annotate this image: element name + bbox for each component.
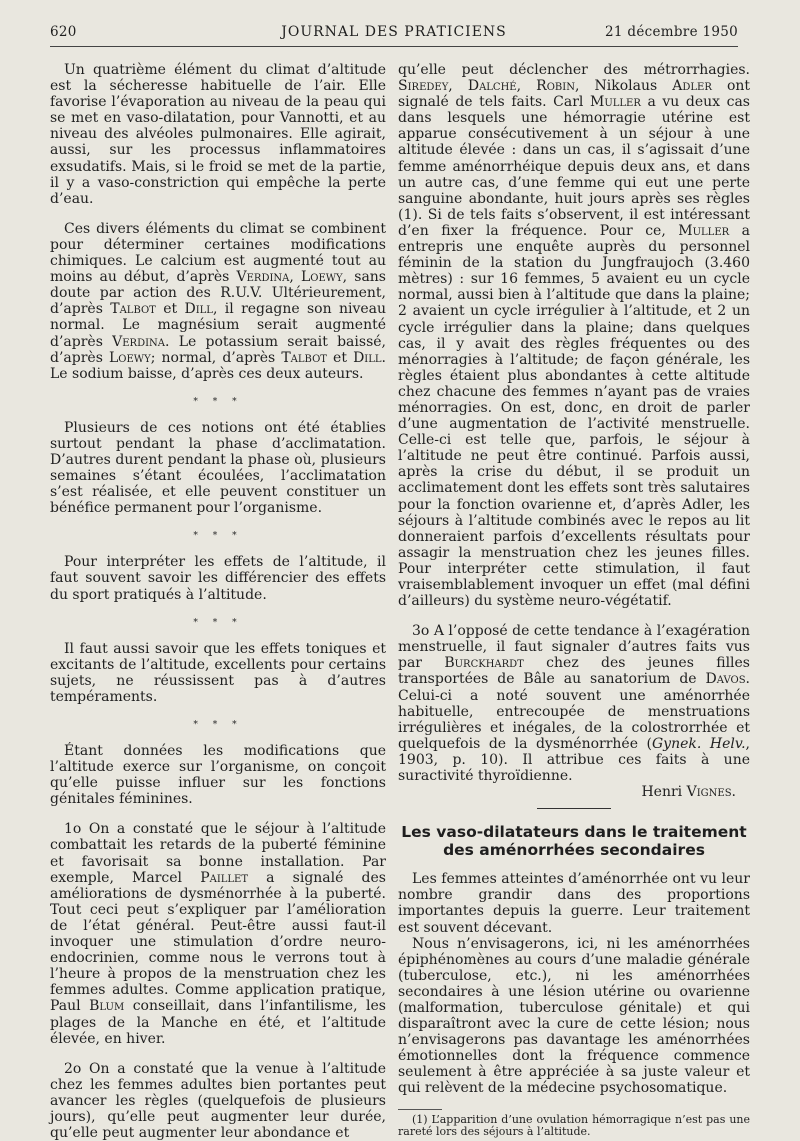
author-name: Muller [678, 222, 730, 239]
journal-title: JOURNAL DES PRATICIENS [281, 24, 507, 40]
author-name: Loewy [109, 349, 151, 366]
author-name: Verdina [236, 269, 290, 286]
author-name: Dill [353, 349, 382, 366]
author-name: Robin [536, 78, 575, 95]
author-name: Paillet [200, 869, 249, 886]
article-title: Les vaso-dilatateurs dans le traitement des aménorrhées secondaires [401, 823, 747, 860]
author-name: Talbot [281, 349, 327, 366]
left-column [50, 62, 386, 1141]
article-divider [537, 808, 611, 809]
paragraph: Plusieurs de ces notions ont été établies surtout pendant la phase d’acclimatation. D’autres durent pendant la phase où, plusieurs semaines s’étant écoulées, l’acclimatation s’est réalisée, et elle peuvent constituer un bénéfice permanent pour l’organisme. [50, 419, 386, 517]
footnote-rule [398, 1109, 442, 1110]
paragraph: Nous n’envisagerons, ici, ni les aménorrhées épiphénomènes au cours d’une maladie générale (tuberculose, etc.), ni les aménorrhées secondaires à une lésion utérine ou ovarienne (malformation, tuberculose génitale) et qui disparaîtront avec la cure de cette lésion; nous n’envisagerons pas davantage les aménorrhées émotionnelles dont la fréquence commence seulement à être appréciée à sa juste valeur et qui relèvent de la médecine psychosomatique. [398, 935, 750, 1097]
section-separator: * * * [193, 396, 243, 407]
paragraph: Les femmes atteintes d’aménorrhée ont vu leur nombre grandir dans des proportions importantes depuis la guerre. Leur traitement est souvent décevant. [398, 871, 750, 936]
right-column [398, 62, 750, 1139]
section-separator: * * * [193, 531, 243, 542]
issue-date: 21 décembre 1950 [605, 24, 738, 40]
author-name: Dill [184, 301, 213, 318]
paragraph: Un quatrième élément du climat d’altitude est la sécheresse habituelle de l’air. Elle favorise l’évaporation au niveau de la peau qui se met en vaso-dilatation, pour Vannotti, et au niveau des alvéoles pulmonaires. Elle agirait, aussi, sur les processus inflammatoires exsudatifs. Mais, si le froid se met de la partie, il y a vaso-constriction qui empêche la perte d’eau. [50, 62, 386, 207]
paragraph: 1o On a constaté que le séjour à l’altitude combattait les retards de la puberté féminine et favorisait sa bonne installation. Par exemple, Marcel Paillet a signalé des améliorations de dysménorrhée à la puberté. Tout ceci peut s’expliquer par l’amélioration de l’état général. Peut-être aussi faut-il invoquer une stimulation d’ordre neuro-endocrinien, comme nous le verrons tout à l’heure à propos de la menstruation chez les femmes adultes. Comme application pratique, Paul Blum conseillait, dans l’infantilisme, les plages de la Manche en été, et l’altitude élevée, en hiver. [50, 821, 386, 1047]
section-separator: * * * [193, 617, 243, 628]
journal-reference: Gynek. Helv. [652, 735, 746, 752]
header-rule [50, 46, 738, 47]
paragraph: Ces divers éléments du climat se combinent pour déterminer certaines modifications chimiques. Le calcium est augmenté tout au moins au début, d’après Verdina, Loewy, sans doute par action des R.U.V. Ultérieurement, d’après Talbot et Dill, il regagne son niveau normal. Le magnésium serait augmenté d’après Verdina. Le potassium serait baissé, d’après Loewy; normal, d’après Talbot et Dill. Le sodium baisse, d’après ces deux auteurs. [50, 220, 387, 382]
author-name: Talbot [110, 301, 156, 318]
author-name: Adler [672, 78, 712, 95]
page-header [50, 20, 738, 46]
author-name: Verdina [112, 333, 166, 350]
author-name: Burckhardt [444, 655, 524, 672]
paragraph: Il faut aussi savoir que les effets toniques et excitants de l’altitude, excellents pour certains sujets, ne réussissent pas à d’autres tempéraments. [50, 640, 386, 705]
page-number: 620 [50, 24, 77, 40]
author-name: Muller [589, 94, 641, 111]
author-signature: Henri Vignes. [641, 784, 736, 801]
paragraph: Pour interpréter les effets de l’altitude, il faut souvent savoir les différencier des effets du sport pratiqués à l’altitude. [50, 554, 386, 603]
place-name: Davos [705, 671, 746, 688]
paragraph: 3o A l’opposé de cette tendance à l’exagération menstruelle, il faut signaler d’autres faits vus par Burckhardt chez des jeunes filles transportées de Bâle au sanatorium de Davos. Celui-ci a noté souvent une aménorrhée habituelle, entrecoupée de menstruations irrégulières et inégales, de la colostrorrhée et quelquefois de la dysménorrhée (Gynek. Helv., 1903, p. 10). Il attribue ces faits à une suractivité thyroïdienne. [398, 623, 750, 785]
paragraph: qu’elle peut déclencher des métrorrhagies. Siredey, Dalché, Robin, Nikolaus Adler ont signalé de tels faits. Carl Muller a vu deux cas dans lesquels une hémorragie utérine est apparue consécutivement à un séjour à une altitude élevée : dans un cas, il s’agissait d’une femme aménorrhéique depuis deux ans, et dans un autre cas, d’une femme qui eut une perte sanguine abondante, huit jours après ses règles (1). Si de tels faits s’observent, il est intéressant d’en fixer la fréquence. Pour ce, Muller a entrepris une enquête auprès du personnel féminin de la station du Jungfraujoch (3.460 mètres) : sur 16 femmes, 5 avaient eu un cycle normal, aussi bien à l’altitude que dans la plaine; 2 avaient un cycle irrégulier à l’altitude, et 2 un cycle irrégulier dans la plaine; dans quelques cas, il y avait des règles fréquentes ou des ménorragies à l’altitude; de façon générale, les règles étaient plus abondantes à cette altitude chez chacune des femmes n’ayant pas de vraies ménorragies. On est, donc, en droit de parler d’une augmentation de l’activité menstruelle. Celle-ci est telle que, parfois, le séjour à l’altitude ne peut être continué. Parfois aussi, après la crise du début, il se produit un acclimatement dont les effets sont très salutaires pour la fonction ovarienne et, d’après Adler, les séjours à l’altitude combinés avec le repos au lit donneraient parfois d’excellents résultats pour assagir la menstruation chez les jeunes filles. Pour interpréter cette stimulation, il faut vraisemblablement invoquer un effet (mal défini d’ailleurs) du système neuro-végétatif. [398, 62, 751, 610]
author-name: Siredey [398, 78, 449, 95]
author-name: Loewy [300, 269, 343, 286]
footnote: (1) L’apparition d’une ovulation hémorragique n’est pas une rareté lors des séjours à l’altitude. [398, 1112, 750, 1139]
author-name: Blum [89, 998, 125, 1015]
section-separator: * * * [193, 720, 243, 730]
author-name: Dalché [467, 78, 517, 95]
paragraph: Étant données les modifications que l’altitude exerce sur l’organisme, on conçoit qu’elle puisse influer sur les fonctions génitales féminines. [50, 743, 386, 808]
paragraph: 2o On a constaté que la venue à l’altitude chez les femmes adultes bien portantes peut avancer les règles (quelquefois de plusieurs jours), qu’elle peut augmenter leur durée, qu’elle peut augmenter leur abondance et [50, 1060, 386, 1141]
